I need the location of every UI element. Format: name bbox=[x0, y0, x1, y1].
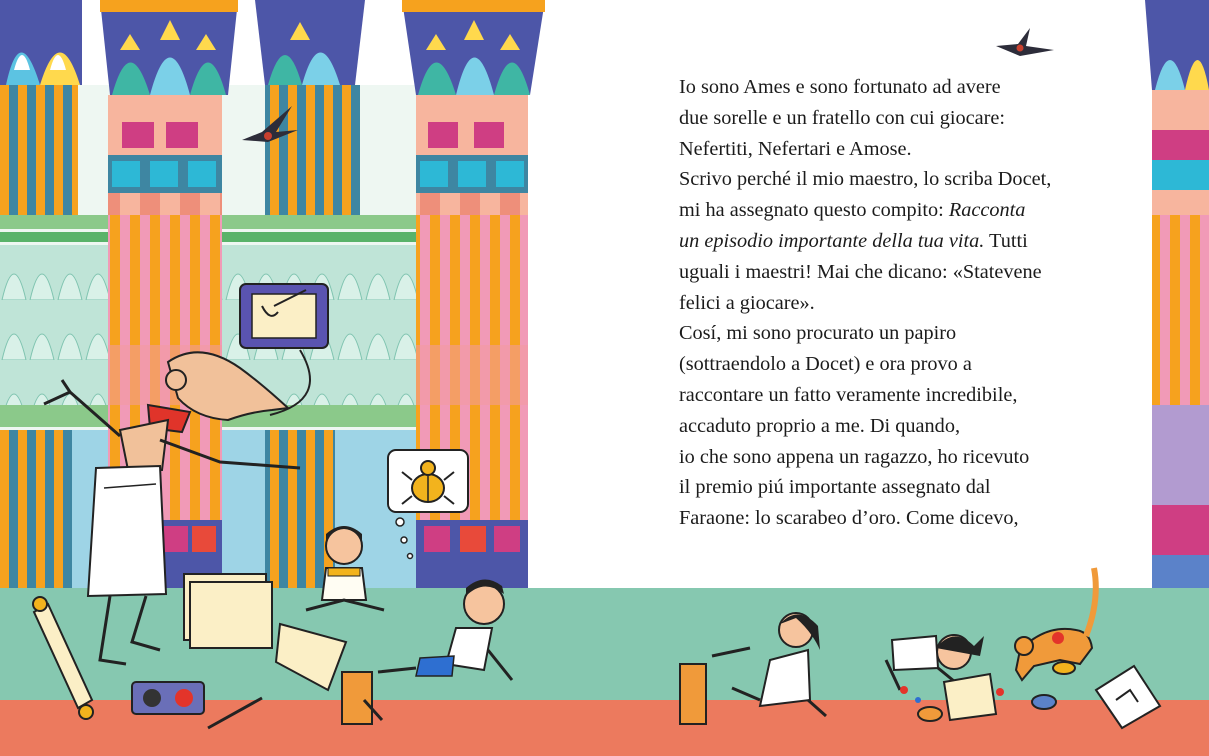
story-line: Nefertiti, Nefertari e Amose. bbox=[679, 137, 912, 160]
story-italic-segment: un episodio importante della tua vita. bbox=[679, 229, 985, 252]
story-italic-segment: Racconta bbox=[948, 199, 1026, 222]
story-line bbox=[679, 195, 1119, 226]
story-text bbox=[679, 72, 1119, 534]
story-line: felici a giocare». bbox=[679, 291, 815, 314]
story-line: uguali i maestri! Mai che dicano: «Statevene bbox=[679, 260, 1042, 283]
story-line: il premio piú importante assegnato dal bbox=[679, 476, 991, 499]
story-line: Scrivo perché il mio maestro, lo scriba Docet, bbox=[679, 168, 1052, 191]
ink-block bbox=[342, 672, 372, 724]
story-line: raccontare un fatto veramente incredibile, bbox=[679, 383, 1018, 406]
ink-block bbox=[680, 664, 706, 724]
story-segment: mi ha assegnato questo compito: bbox=[679, 199, 949, 222]
story-line: io che sono appena un ragazzo, ho ricevuto bbox=[679, 445, 1030, 468]
story-line: (sottraendolo a Docet) e ora provo a bbox=[679, 353, 972, 376]
column-edge-right bbox=[1145, 0, 1209, 590]
story-line: due sorelle e un fratello con cui giocare: bbox=[679, 106, 1006, 129]
paint-palette-icon bbox=[132, 682, 204, 714]
story-line: Io sono Ames e sono fortunato ad avere bbox=[679, 76, 1001, 98]
story-line bbox=[679, 226, 1119, 257]
story-line: accaduto proprio a me. Di quando, bbox=[679, 414, 961, 437]
paper-sheet bbox=[944, 674, 996, 720]
story-line: Faraone: lo scarabeo d’oro. Come dicevo, bbox=[679, 507, 1019, 530]
story-segment: Tutti bbox=[984, 229, 1028, 252]
story-line: Cosí, mi sono procurato un papiro bbox=[679, 322, 957, 345]
